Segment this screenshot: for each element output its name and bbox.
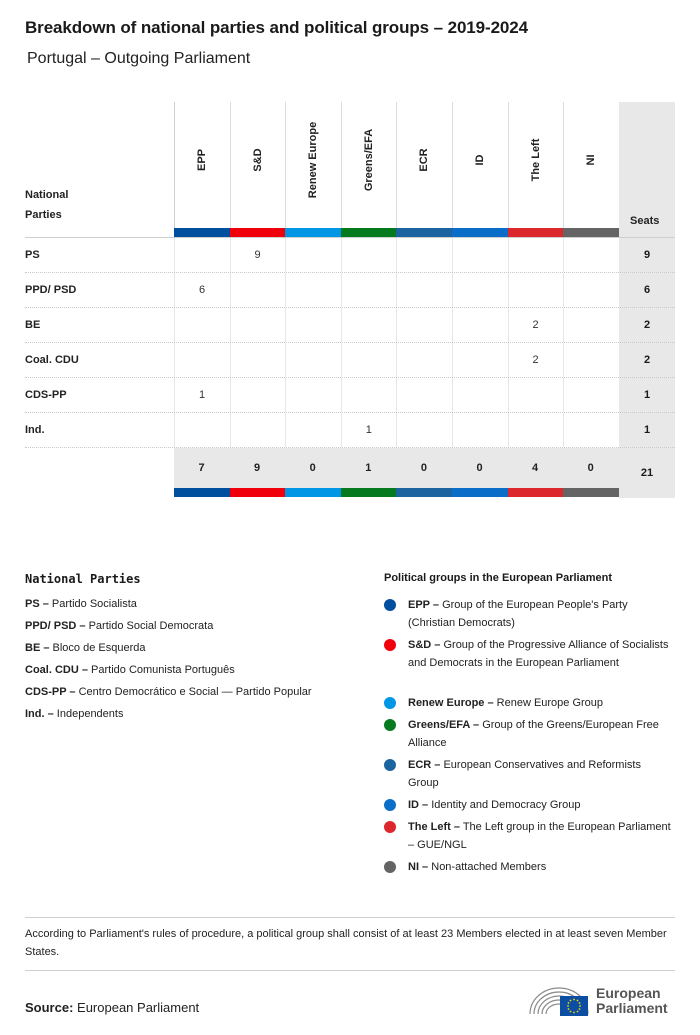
group-color-bar-bottom (563, 488, 619, 497)
group-color-dot-icon (384, 719, 396, 731)
group-abbr: Renew Europe – (408, 697, 494, 709)
group-color-bar-top (508, 228, 564, 237)
seat-value-cell (396, 308, 451, 342)
seat-value-cell: 2 (508, 308, 563, 342)
group-full-name: Non-attached Members (431, 861, 547, 873)
group-total: 1 (365, 462, 372, 474)
note-top-rule (25, 917, 675, 918)
national-party-full-name: Bloco de Esquerda (52, 642, 146, 654)
national-party-full-name: Partido Social Democrata (88, 620, 214, 632)
seat-value-cell (285, 273, 340, 307)
group-full-name: The Left group in the European Parliament – GUE/NGL (408, 821, 671, 851)
seat-value-cell (452, 273, 507, 307)
group-color-bar-bottom (452, 488, 508, 497)
seat-value-cell (396, 378, 451, 412)
seat-value-cell (341, 308, 396, 342)
seat-value-cell (563, 308, 618, 342)
group-total: 0 (309, 462, 316, 474)
group-full-name: Renew Europe Group (496, 697, 604, 709)
seat-value-cell (341, 343, 396, 377)
seat-value-cell (396, 343, 451, 377)
group-legend-text (408, 694, 674, 712)
seat-value-cell (508, 273, 563, 307)
group-full-name: Identity and Democracy Group (431, 799, 581, 811)
national-party-legend-item (25, 664, 235, 676)
seat-value-cell (396, 273, 451, 307)
national-party-full-name: Independents (56, 708, 124, 720)
european-parliament-logo (526, 980, 676, 1020)
table-row (25, 238, 675, 273)
seat-value-cell (563, 413, 618, 447)
party-seats-total: 2 (643, 354, 651, 366)
group-color-dot-icon (384, 821, 396, 833)
group-color-bar-bottom (341, 488, 397, 497)
table-row (25, 413, 675, 448)
national-party-abbr: BE – (25, 642, 50, 654)
seat-value-cell (285, 308, 340, 342)
group-abbr: ID – (408, 799, 429, 811)
party-seats-total: 9 (643, 249, 651, 261)
logo-wordmark (596, 986, 668, 1016)
table-row (25, 378, 675, 413)
seat-value-cell (230, 413, 285, 447)
column-header (174, 102, 229, 228)
group-color-bar-bottom (396, 488, 452, 497)
column-header (396, 102, 451, 228)
column-header-label: NI (585, 154, 598, 166)
group-color-bar-bottom (508, 488, 564, 497)
group-color-bar-top (396, 228, 452, 237)
seat-value-cell (452, 343, 507, 377)
seat-value-cell: 1 (341, 413, 396, 447)
logo-line-1: European (596, 985, 661, 1001)
group-abbr: EPP – (408, 599, 439, 611)
grand-total: 21 (640, 467, 654, 479)
chart-subtitle: Portugal – Outgoing Parliament (27, 50, 251, 67)
group-legend-text (408, 756, 674, 792)
seat-value-cell (396, 413, 451, 447)
group-full-name: Group of the European People's Party (Christian Democrats) (408, 599, 628, 629)
column-header-label: Renew Europe (307, 121, 320, 199)
group-color-bar-top (563, 228, 619, 237)
group-color-bar-bottom (230, 488, 286, 497)
group-full-name: European Conservatives and Reformists Group (408, 759, 641, 789)
group-color-dot-icon (384, 799, 396, 811)
seat-value-cell (341, 238, 396, 272)
chart-title: Breakdown of national parties and political groups – 2019-2024 (25, 18, 528, 37)
party-seats-total: 1 (643, 389, 651, 401)
row-header-label: National Parties (25, 189, 69, 221)
column-header (563, 102, 618, 228)
group-total: 0 (420, 462, 427, 474)
seats-header-label: Seats (630, 215, 660, 227)
national-party-legend-item (25, 642, 145, 654)
note-bottom-rule (25, 970, 675, 971)
group-total: 0 (476, 462, 483, 474)
national-party-full-name: Centro Democrático e Social — Partido Popular (78, 686, 312, 698)
seat-value-cell (230, 273, 285, 307)
party-name: BE (25, 319, 41, 331)
seat-value-cell (285, 413, 340, 447)
party-name: PPD/ PSD (25, 284, 77, 296)
seat-value-cell (341, 273, 396, 307)
groups-legend-title: Political groups in the European Parliament (384, 572, 612, 584)
group-color-dot-icon (384, 697, 396, 709)
breakdown-table (25, 102, 675, 498)
seat-value-cell (452, 238, 507, 272)
national-party-abbr: PS – (25, 598, 49, 610)
national-party-legend-item (25, 686, 312, 698)
seat-value-cell (174, 308, 229, 342)
seat-value-cell: 2 (508, 343, 563, 377)
seat-value-cell (396, 238, 451, 272)
group-full-name: Group of the Greens/European Free Alliance (408, 719, 659, 749)
group-color-dot-icon (384, 639, 396, 651)
seat-value-cell (452, 413, 507, 447)
national-party-abbr: Coal. CDU – (25, 664, 88, 676)
seat-value-cell (563, 238, 618, 272)
seat-value-cell (563, 378, 618, 412)
seat-value-cell (285, 238, 340, 272)
party-name: Coal. CDU (25, 354, 79, 366)
group-color-bar-top (174, 228, 230, 237)
group-abbr: NI – (408, 861, 429, 873)
group-color-bar-bottom (174, 488, 230, 497)
party-name: Ind. (25, 424, 45, 436)
table-row (25, 343, 675, 378)
seat-value-cell (508, 378, 563, 412)
national-party-legend-item (25, 598, 137, 610)
group-legend-text (408, 818, 674, 854)
logo-line-2: Parliament (596, 1000, 668, 1016)
group-legend-text (408, 596, 674, 632)
seat-value-cell (230, 343, 285, 377)
party-seats-total: 6 (643, 284, 651, 296)
party-seats-total: 2 (643, 319, 651, 331)
column-header (230, 102, 285, 228)
seat-value-cell (174, 238, 229, 272)
source-line (25, 1000, 199, 1015)
seat-value-cell: 6 (174, 273, 229, 307)
seat-value-cell (285, 343, 340, 377)
seat-value-cell (452, 308, 507, 342)
group-color-dot-icon (384, 599, 396, 611)
party-name: PS (25, 249, 40, 261)
group-abbr: The Left – (408, 821, 460, 833)
column-header-label: Greens/EFA (362, 128, 375, 192)
group-legend-text (408, 636, 674, 672)
column-header (341, 102, 396, 228)
seat-value-cell (563, 343, 618, 377)
seat-value-cell (341, 378, 396, 412)
group-legend-text (408, 796, 674, 814)
party-seats-total: 1 (643, 424, 651, 436)
national-party-full-name: Partido Comunista Português (91, 664, 235, 676)
seat-value-cell: 9 (230, 238, 285, 272)
group-legend-text (408, 858, 674, 876)
group-abbr: Greens/EFA – (408, 719, 480, 731)
group-color-dot-icon (384, 759, 396, 771)
seat-value-cell (563, 273, 618, 307)
group-total: 9 (254, 462, 261, 474)
seat-value-cell (452, 378, 507, 412)
source-value: European Parliament (77, 1000, 200, 1015)
group-color-dot-icon (384, 861, 396, 873)
party-name: CDS-PP (25, 389, 67, 401)
column-header-label: ID (474, 154, 486, 166)
national-party-abbr: CDS-PP – (25, 686, 76, 698)
column-header-label: The Left (529, 138, 542, 182)
seat-value-cell: 1 (174, 378, 229, 412)
seat-value-cell (508, 413, 563, 447)
table-row (25, 273, 675, 308)
group-color-bar-bottom (285, 488, 341, 497)
group-abbr: ECR – (408, 759, 441, 771)
footnote: According to Parliament's rules of procedure, a political group shall consist of at least 23 Members elected in at least seven Member States. (25, 928, 667, 958)
group-total: 7 (198, 462, 205, 474)
group-legend-text (408, 716, 674, 752)
national-party-abbr: Ind. – (25, 708, 54, 720)
seat-value-cell (174, 413, 229, 447)
hemicycle-flag-icon (526, 980, 592, 1020)
table-row (25, 308, 675, 343)
column-header-label: ECR (418, 148, 431, 172)
group-color-bar-top (230, 228, 286, 237)
seat-value-cell (230, 378, 285, 412)
seat-value-cell (508, 238, 563, 272)
group-color-bar-top (452, 228, 508, 237)
column-header (508, 102, 563, 228)
seat-value-cell (230, 308, 285, 342)
seat-value-cell (285, 378, 340, 412)
national-party-legend-item (25, 708, 123, 720)
column-header (452, 102, 507, 228)
column-header-label: S&D (251, 148, 264, 172)
column-header (285, 102, 340, 228)
source-label: Source: (25, 1000, 74, 1015)
group-color-bar-top (341, 228, 397, 237)
group-full-name: Group of the Progressive Alliance of Socialists and Democrats in the European Parliament (408, 639, 669, 669)
group-color-bar-top (285, 228, 341, 237)
group-total: 0 (587, 462, 594, 474)
national-party-legend-item (25, 620, 213, 632)
column-header-label: EPP (196, 148, 208, 172)
national-party-abbr: PPD/ PSD – (25, 620, 86, 632)
national-party-full-name: Partido Socialista (51, 598, 137, 610)
seat-value-cell (174, 343, 229, 377)
national-parties-legend-title: National Parties (25, 572, 141, 586)
group-total: 4 (532, 462, 539, 474)
group-abbr: S&D – (408, 639, 441, 651)
